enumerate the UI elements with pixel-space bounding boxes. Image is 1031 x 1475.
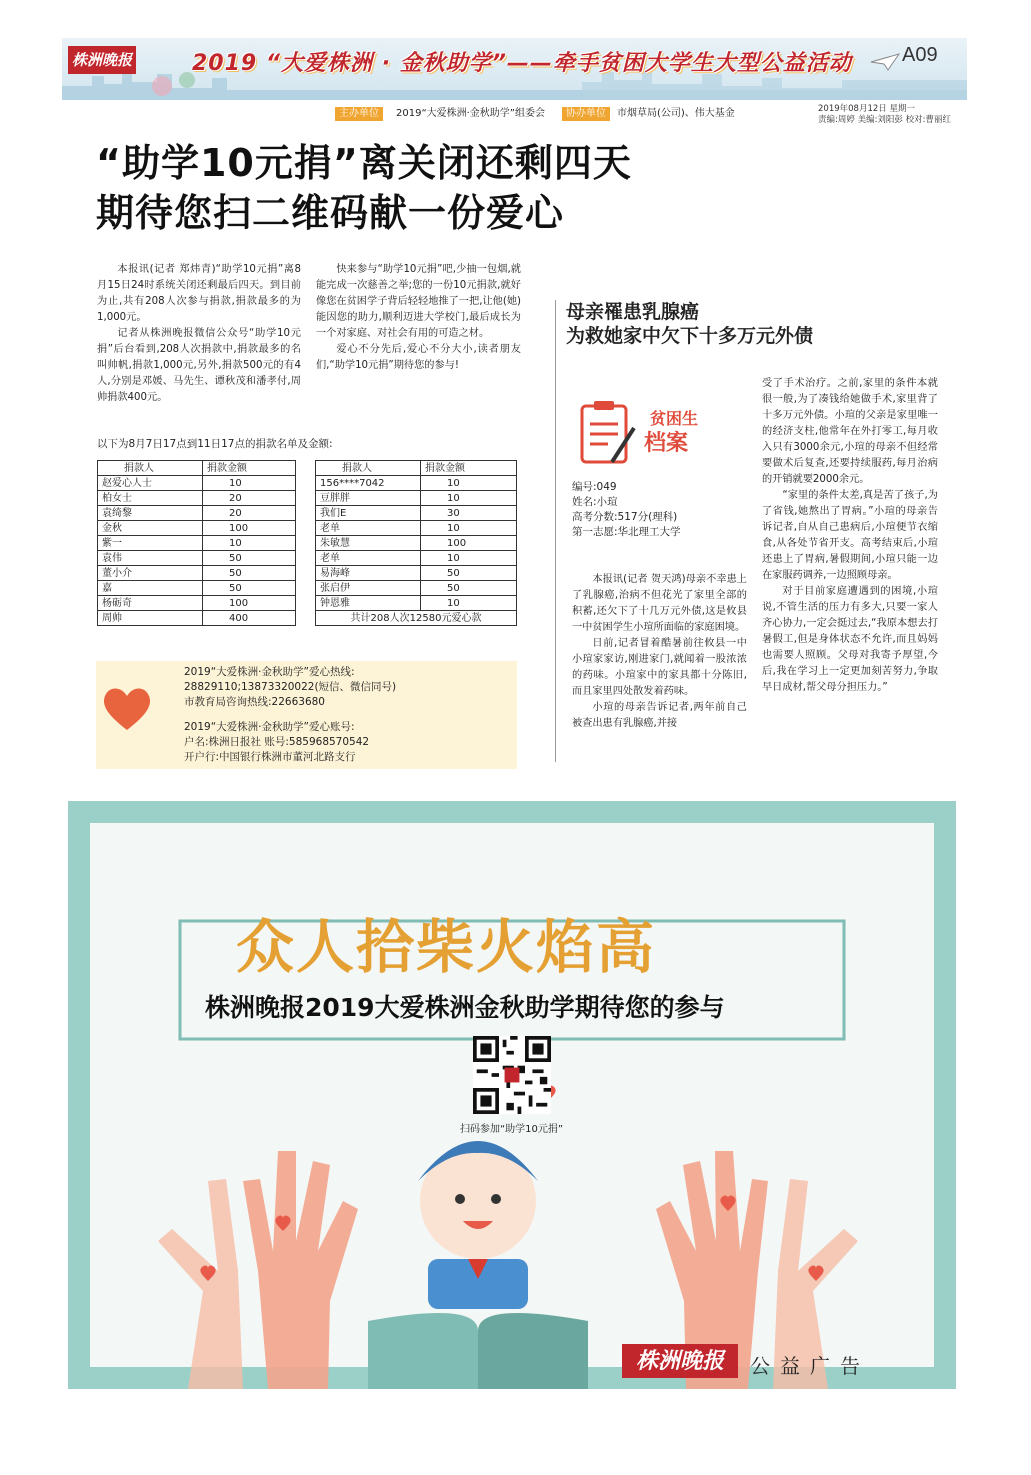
donor-name-cell: 老单 (316, 551, 421, 566)
table-row (316, 596, 517, 611)
headline-line-2: 期待您扫二维码献一份爱心 (96, 191, 565, 235)
donor-name-cell: 赵爱心人士 (98, 476, 203, 491)
donor-amount-cell: 10 (203, 476, 296, 491)
story-paragraph: 受了手术治疗。之前,家里的条件本就很一般,为了凑钱给她做手术,家里背了十多万元外债。小瑄的父亲是家里唯一的经济支柱,他常年在外打零工,每月收入只有3000余元,小瑄的母亲不但经常要做术后复查,还要持续服药,每月治病的开销就要2000余元。 (762, 378, 938, 485)
table-row (316, 491, 517, 506)
donor-name-cell: 柏女士 (98, 491, 203, 506)
donor-amount-cell: 20 (203, 506, 296, 521)
article-paragraph: 本报讯(记者 郑炜青)“助学10元捐”离8月15日24时系统关闭还剩最后四天。到目前为止,共有208人次参与捐款,捐款最多的为1,000元。 (97, 264, 301, 323)
donor-name-cell: 杨砺奇 (98, 596, 203, 611)
story-paragraph: 本报讯(记者 贺天鸿)母亲不幸患上了乳腺癌,治病不但花光了家里全部的积蓄,还欠下了十几万元外债,这是攸县一中贫困学生小瑄所面临的家庭困境。 (572, 574, 747, 633)
qr-code-icon (473, 1036, 551, 1114)
table-row (98, 491, 296, 506)
account-number: 户名:株洲日报社 账号:585968570542 (184, 736, 370, 748)
hotline-info (184, 665, 396, 765)
article-paragraph: 记者从株洲晚报微信公众号“助学10元捐”后台看到,208人次捐款中,捐款最多的名叫帅帆,捐款1,000元,另外,捐款500元的有4人,分别是邓媛、马先生、谭秋茂和潘孝付,周帅捐款400元。 (97, 328, 301, 403)
story-column-2 (762, 376, 938, 696)
student-profile (572, 480, 681, 540)
ad-newspaper-logo: 株洲晚报 (622, 1344, 738, 1378)
clipboard-icon (576, 398, 640, 470)
hotline-box (96, 661, 517, 769)
donor-name-cell: 紫一 (98, 536, 203, 551)
qr-caption: 扫码参加“助学10元捐” (460, 1124, 564, 1135)
donor-amount-cell: 100 (203, 521, 296, 536)
host-unit: 2019“大爱株洲·金秋助学”组委会 (396, 108, 545, 119)
table-row (98, 611, 296, 626)
donor-amount-cell: 400 (203, 611, 296, 626)
host-tag: 主办单位 (335, 107, 383, 121)
headline-line-1: “助学10元捐”离关闭还剩四天 (96, 141, 632, 185)
donor-name-cell: 周帅 (98, 611, 203, 626)
donor-amount-cell: 50 (203, 566, 296, 581)
badge-label-top: 贫困生 (650, 409, 699, 428)
student-choice: 第一志愿:华北理工大学 (572, 526, 681, 538)
donor-name-cell: 钟恩雅 (316, 596, 421, 611)
table-row (98, 596, 296, 611)
donor-amount-cell: 10 (421, 596, 517, 611)
education-hotline: 市教育局咨询热线:22663680 (184, 696, 325, 708)
story-paragraph: 小瑄的母亲告诉记者,两年前自己被查出患有乳腺癌,并接 (572, 702, 747, 729)
student-score: 高考分数:517分(理科) (572, 511, 678, 523)
ad-slogan: 众人拾柴火焰高 (236, 913, 657, 981)
donor-amount-cell: 10 (421, 551, 517, 566)
donor-name-cell: 老单 (316, 521, 421, 536)
donor-name-cell: 张启伊 (316, 581, 421, 596)
story-title-line-1: 母亲罹患乳腺癌 (566, 301, 700, 323)
page-banner (62, 38, 967, 100)
donation-total: 共计208人次12580元爱心款 (316, 611, 517, 626)
badge-label-bottom: 档案 (644, 431, 689, 456)
student-file-number: 编号:049 (572, 481, 617, 493)
table-total-row (316, 611, 517, 626)
hotline-title: 2019“大爱株洲·金秋助学”爱心热线: (184, 666, 355, 678)
table-row (316, 581, 517, 596)
table-row (316, 551, 517, 566)
co-host-unit: 市烟草局(公司)、伟大基金 (617, 108, 735, 119)
donor-amount-cell: 10 (421, 491, 517, 506)
table-header-row (98, 461, 296, 476)
article-paragraph: 爱心不分先后,爱心不分大小,读者朋友们,“助学10元捐”期待您的参与! (316, 344, 521, 371)
banner-title: 2019 “大爱株洲 · 金秋助学”——牵手贫困大学生大型公益活动 (192, 51, 852, 76)
story-paragraph: “家里的条件太差,真是苦了孩子,为了省钱,她熬出了胃病。”小瑄的母亲告诉记者,自从自己患病后,小瑄便节衣缩食,从各处节省开支。高考结束后,小瑄还患上了胃病,暑假期间,小瑄只能一边在家服药调养,一边照顾母亲。 (762, 490, 938, 581)
headline (96, 138, 632, 238)
column-divider (555, 300, 556, 762)
heart-icon (101, 684, 153, 732)
ad-subtitle: 株洲晚报2019大爱株洲金秋助学期待您的参与 (205, 993, 725, 1022)
donor-name-cell: 豆胖胖 (316, 491, 421, 506)
donor-name-cell: 嘉 (98, 581, 203, 596)
poor-student-file-badge (572, 392, 722, 472)
table-row (316, 476, 517, 491)
donor-amount-cell: 10 (203, 536, 296, 551)
story-column-1 (572, 572, 747, 732)
donor-name-cell: 易海峰 (316, 566, 421, 581)
donor-amount-cell: 30 (421, 506, 517, 521)
donor-list-intro: 以下为8月7日17点到11日17点的捐款名单及金额: (97, 438, 333, 450)
column-header: 捐款人 (316, 461, 421, 476)
column-header: 捐款金额 (421, 461, 517, 476)
table-row (98, 581, 296, 596)
story-title-line-2: 为救她家中欠下十多万元外债 (566, 325, 814, 347)
donor-name-cell: 156****7042 (316, 476, 421, 491)
table-row (316, 521, 517, 536)
table-row (316, 536, 517, 551)
table-row (98, 536, 296, 551)
donor-amount-cell: 50 (203, 581, 296, 596)
table-row (98, 521, 296, 536)
donor-amount-cell: 50 (203, 551, 296, 566)
column-header: 捐款人 (98, 461, 203, 476)
donor-amount-cell: 50 (421, 581, 517, 596)
article-column-1 (97, 262, 301, 406)
donor-name-cell: 金秋 (98, 521, 203, 536)
table-row (316, 566, 517, 581)
table-row (98, 506, 296, 521)
qr-code[interactable] (473, 1036, 551, 1114)
column-header: 捐款金额 (203, 461, 296, 476)
hotline-numbers: 28829110;13873320022(短信、微信同号) (184, 681, 397, 693)
issue-date: 2019年08月12日 星期一 (818, 104, 915, 114)
donor-name-cell: 董小介 (98, 566, 203, 581)
donor-amount-cell: 20 (203, 491, 296, 506)
table-header-row (316, 461, 517, 476)
article-paragraph: 快来参与“助学10元捐”吧,少抽一包烟,就能完成一次慈善之举;您的一份10元捐款,就好像您在贫困学子背后轻轻地推了一把,让他(她)能因您的助力,顺利迈进大学校门,最后成长为一个对家庭、对社会有用的可造之材。 (316, 264, 521, 339)
donor-amount-cell: 100 (203, 596, 296, 611)
donor-table-right (315, 460, 517, 626)
donor-name-cell: 我们E (316, 506, 421, 521)
story-title (566, 300, 813, 348)
editor-credits: 责编:周婷 美编:刘阳彭 校对:曹丽红 (818, 115, 951, 125)
article-column-2 (316, 262, 521, 374)
newspaper-logo: 株洲晚报 (68, 46, 136, 74)
co-host-tag: 协办单位 (562, 107, 610, 121)
account-bank: 开户行:中国银行株洲市董河北路支行 (184, 751, 356, 763)
donor-amount-cell: 10 (421, 521, 517, 536)
table-row (98, 566, 296, 581)
table-row (98, 551, 296, 566)
ad-label: 公益广告 (750, 1354, 870, 1378)
account-title: 2019“大爱株洲·金秋助学”爱心账号: (184, 721, 355, 733)
paper-plane-icon (870, 52, 900, 72)
donor-amount-cell: 50 (421, 566, 517, 581)
student-name: 姓名:小瑄 (572, 496, 618, 508)
donor-amount-cell: 100 (421, 536, 517, 551)
table-row (98, 476, 296, 491)
page-number: A09 (902, 44, 938, 66)
donor-name-cell: 袁绮黎 (98, 506, 203, 521)
donor-amount-cell: 10 (421, 476, 517, 491)
table-row (316, 506, 517, 521)
donor-name-cell: 朱敏慧 (316, 536, 421, 551)
donor-table-left (97, 460, 296, 626)
story-paragraph: 对于目前家庭遭遇到的困境,小瑄说,不管生活的压力有多大,只要一家人齐心协力,一定会挺过去,“我原本想去打暑假工,但是身体状态不允许,而且妈妈也需要人照顾。父母对我寄予厚望,今后,我在学习上一定更加刻苦努力,争取早日成材,帮父母分担压力。” (762, 586, 938, 693)
story-paragraph: 日前,记者冒着酷暑前往攸县一中小瑄家家访,刚进家门,就闻着一股浓浓的药味。小瑄家中的家具都十分陈旧,而且家里四处散发着药味。 (572, 638, 747, 697)
donor-name-cell: 袁伟 (98, 551, 203, 566)
